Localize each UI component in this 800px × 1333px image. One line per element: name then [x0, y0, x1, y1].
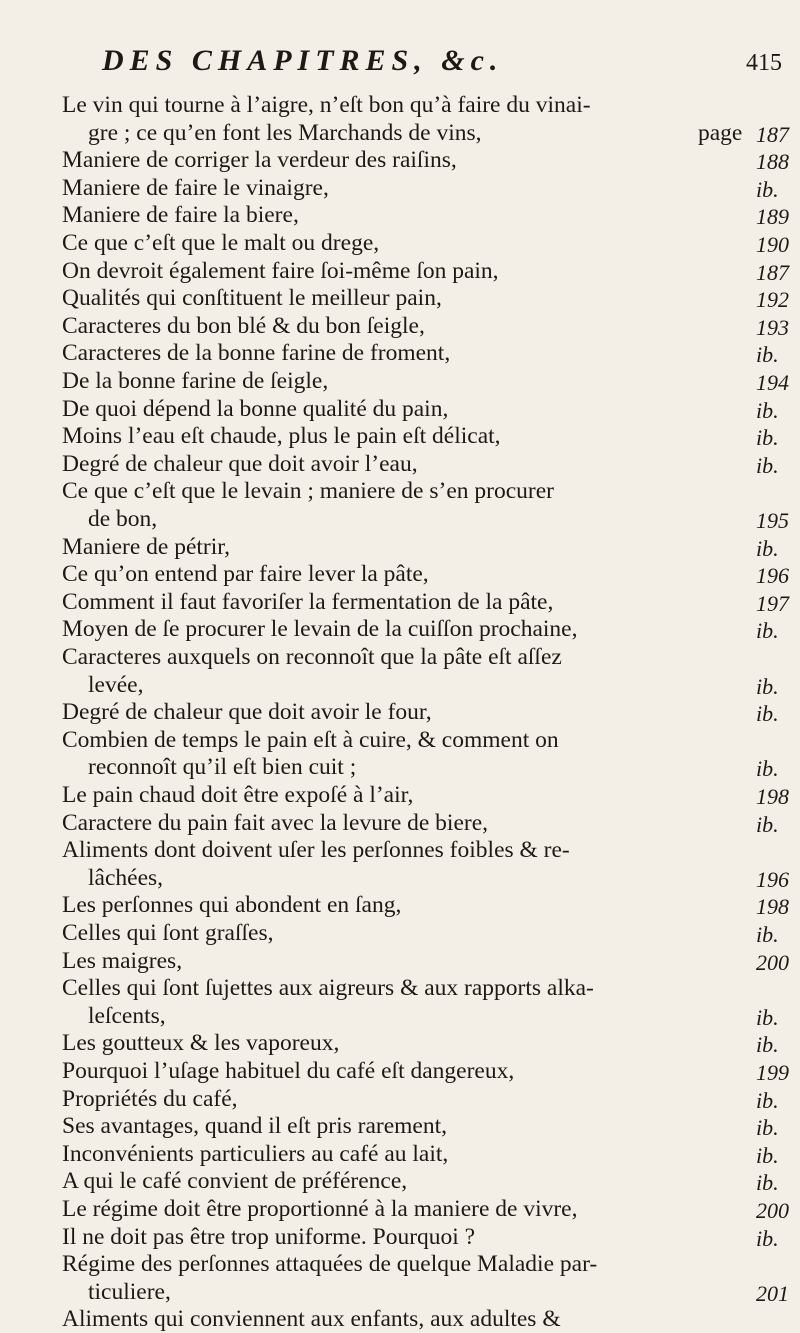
toc-entry-line: Il ne doit pas être trop uniforme. Pourquoi ?	[62, 1223, 476, 1250]
toc-page-ref: ib.	[756, 342, 779, 368]
toc-entry-line: leſcents,	[88, 1002, 166, 1029]
toc-entry-line: Ce que c’eſt que le levain ; maniere de s’en procurer	[62, 478, 554, 505]
toc-entry-line: Combien de temps le pain eſt à cuire, & comment on	[62, 726, 559, 753]
toc-page-ref: ib.	[756, 1225, 779, 1251]
toc-page-ref: ib.	[756, 397, 779, 423]
toc-page-ref: ib.	[756, 535, 779, 561]
toc-entry-line: Régime des perſonnes attaquées de quelque Maladie par-	[62, 1251, 598, 1278]
toc-entry-line: Moyen de ſe procurer le levain de la cuiſſon prochaine,	[62, 616, 578, 643]
toc-entry-line: Ce que c’eſt que le malt ou drege,	[62, 230, 380, 256]
toc-page-ref: 196	[756, 866, 789, 892]
toc-entry-line: Caractere du pain fait avec la levure de biere,	[62, 809, 489, 836]
toc-entry-line: Caracteres du bon blé & du bon ſeigle,	[62, 312, 425, 339]
toc-page-ref: 189	[756, 204, 789, 230]
toc-entry-line: ticuliere,	[88, 1278, 171, 1305]
toc-page-ref: ib.	[756, 618, 779, 644]
toc-entry-line: Caracteres auxquels on reconnoît que la pâte eſt aſſez	[62, 644, 562, 670]
toc-entry-line: Le pain chaud doit être expoſé à l’air,	[62, 782, 414, 808]
toc-entry-line: Les perſonnes qui abondent en ſang,	[62, 892, 402, 919]
running-title: DES CHAPITRES, &c.	[102, 44, 504, 77]
toc-page-ref: 187	[756, 259, 789, 285]
toc-page-ref: 190	[756, 232, 789, 257]
toc-page-ref: 200	[756, 949, 789, 975]
toc-page-ref: ib.	[756, 673, 779, 699]
toc-entry-line: Qualités qui conſtituent le meilleur pain,	[62, 285, 442, 312]
toc-entry-line: Inconvénients particuliers au café au lait,	[62, 1140, 449, 1167]
toc-entry-line: de bon,	[88, 506, 158, 532]
toc-entry-line: Caracteres de la bonne farine de froment,	[62, 340, 451, 367]
toc-page-ref: ib.	[756, 425, 779, 451]
toc-entry-line: Le vin qui tourne à l’aigre, n’eſt bon qu’à faire du vinai-	[62, 92, 591, 118]
toc-entry-line: Aliments dont doivent uſer les perſonnes foibles & re-	[62, 837, 570, 864]
toc-entry-line: Degré de chaleur que doit avoir l’eau,	[62, 450, 418, 477]
toc-entry-line: Degré de chaleur que doit avoir le four,	[62, 699, 432, 726]
toc-entry-line: On devroit également faire ſoi-même ſon pain,	[62, 257, 499, 284]
toc-page-ref: 194	[756, 370, 789, 395]
toc-page-ref: 187	[756, 121, 789, 147]
toc-entry-line: Comment il faut favoriſer la fermentation de la pâte,	[62, 588, 554, 615]
toc-entry-line: De la bonne farine de ſeigle,	[62, 368, 329, 394]
toc-page-ref: ib.	[756, 1032, 779, 1058]
toc-entry-line: Ses avantages, quand il eſt pris rarement,	[62, 1113, 448, 1140]
toc-page-ref: 198	[756, 894, 789, 920]
toc-page-ref: 188	[756, 149, 789, 175]
toc-entry-line: Moins l’eau eſt chaude, plus le pain eſt délicat,	[62, 423, 501, 450]
toc-page-ref: ib.	[756, 1142, 779, 1168]
toc-page-ref: 201	[756, 1280, 789, 1306]
toc-entry-line: Propriétés du café,	[62, 1085, 238, 1112]
toc-page-ref: ib.	[756, 756, 779, 782]
toc-entry-line: Pourquoi l’uſage habituel du café eſt dangereux,	[62, 1058, 515, 1084]
toc-page-ref: 199	[756, 1060, 789, 1085]
toc-page-ref: ib.	[756, 452, 779, 478]
toc-entry-line: Celles qui ſont graſſes,	[62, 920, 274, 946]
toc-entry-line: Les maigres,	[62, 947, 183, 974]
toc-page-ref: 197	[756, 590, 789, 616]
toc-page-ref: ib.	[756, 1004, 779, 1030]
toc-entry-line: gre ; ce qu’en font les Marchands de vins,	[88, 119, 482, 146]
page-number: 415	[746, 50, 782, 76]
toc-page-ref: ib.	[756, 1115, 779, 1141]
toc-page-ref: ib.	[756, 922, 779, 947]
toc-entry-line: Maniere de faire la biere,	[62, 202, 299, 229]
toc-page-ref: 192	[756, 287, 789, 313]
toc-page-ref: 200	[756, 1198, 789, 1223]
toc-entry-line: De quoi dépend la bonne qualité du pain,	[62, 395, 449, 422]
toc-entry-line: Maniere de pétrir,	[62, 533, 231, 560]
toc-page-ref: 198	[756, 784, 789, 809]
toc-entry-line: Le régime doit être proportionné à la maniere de vivre,	[62, 1196, 578, 1222]
toc-page-ref: ib.	[756, 176, 779, 202]
toc-entry-line: levée,	[88, 671, 144, 698]
toc-page-ref: 195	[756, 508, 789, 533]
toc-page-ref: ib.	[756, 1087, 779, 1113]
toc-entry-line: Celles qui ſont ſujettes aux aigreurs & aux rapports alka-	[62, 975, 594, 1002]
toc-page-ref: ib.	[756, 701, 779, 727]
toc-entry-line: lâchées,	[88, 864, 164, 891]
toc-entry-line: reconnoît qu’il eſt bien cuit ;	[88, 754, 357, 781]
toc-page-ref: ib.	[756, 811, 779, 837]
toc-page-ref: 196	[756, 563, 789, 589]
page-label: page	[698, 119, 743, 146]
toc-entry-line: Maniere de corriger la verdeur des raiſins,	[62, 147, 457, 174]
toc-page-ref: ib.	[756, 1170, 779, 1196]
toc-entry-line: Maniere de faire le vinaigre,	[62, 174, 329, 201]
toc-page-ref: 193	[756, 314, 789, 340]
toc-entry-line: A qui le café convient de préférence,	[62, 1168, 408, 1195]
toc-entry-line: Ce qu’on entend par faire lever la pâte,	[62, 561, 429, 588]
toc-entry-line: Les goutteux & les vaporeux,	[62, 1030, 340, 1057]
toc-entry-line: Aliments qui conviennent aux enfants, aux adultes &	[62, 1306, 561, 1333]
